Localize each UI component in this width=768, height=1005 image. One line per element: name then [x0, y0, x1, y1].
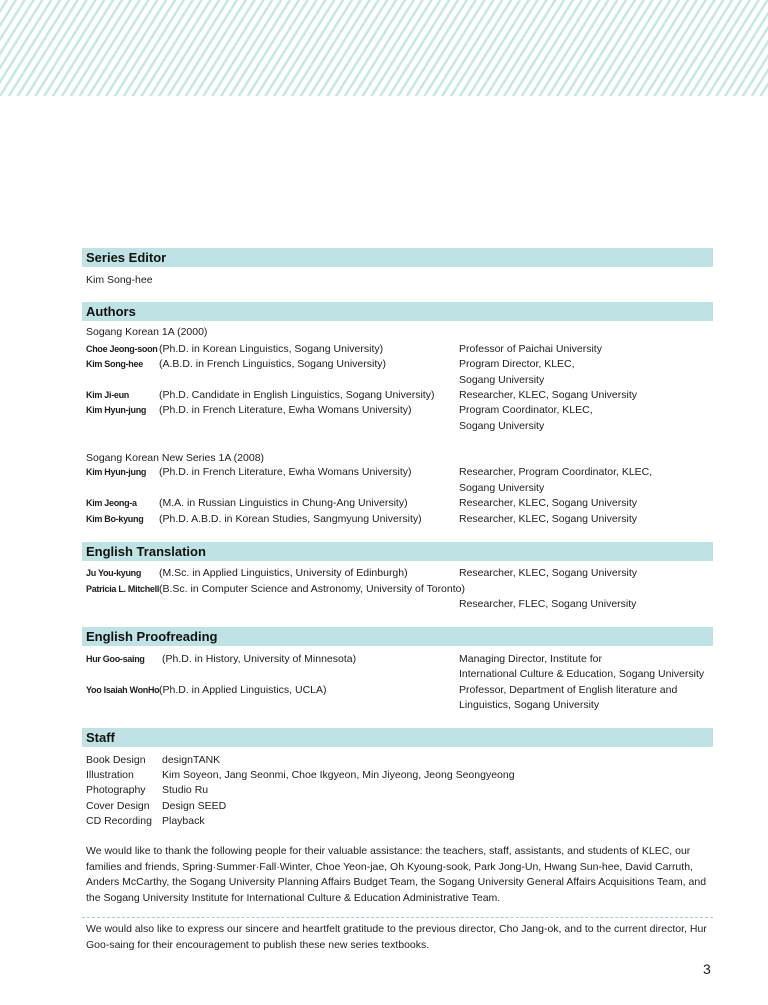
proofreader-role-cont: International Culture & Education, Sogang University [459, 668, 705, 680]
staff-value: Design SEED [162, 800, 227, 812]
translator-degree: (M.Sc. in Applied Linguistics, University of Edinburgh) [159, 567, 408, 579]
series-editor-heading: Series Editor [82, 248, 713, 267]
author-role: Professor of Paichai University [459, 343, 602, 355]
proofreader-degree: (Ph.D. in History, University of Minnesota) [162, 653, 357, 665]
author-role: Researcher, Program Coordinator, KLEC, [459, 466, 653, 478]
proofreader-name: Hur Goo-saing [86, 654, 145, 664]
author-degree: (Ph.D. A.B.D. in Korean Studies, Sangmyung University) [159, 513, 422, 525]
author-name: Kim Hyun-jung [86, 467, 147, 477]
staff-value: Playback [162, 815, 205, 827]
author-role: Program Director, KLEC, [459, 358, 575, 370]
author-role: Researcher, KLEC, Sogang University [459, 513, 638, 525]
decorative-stripe-band [0, 0, 768, 96]
dashed-divider [82, 917, 713, 918]
staff-label: CD Recording [86, 815, 152, 827]
staff-label: Cover Design [86, 800, 150, 812]
staff-label: Photography [86, 784, 146, 796]
author-degree: (Ph.D. in Korean Linguistics, Sogang University) [159, 343, 384, 355]
author-name: Kim Bo-kyung [86, 514, 144, 524]
translator-name: Ju You-kyung [86, 568, 142, 578]
translator-role: Researcher, KLEC, Sogang University [459, 567, 638, 579]
proofreader-degree: (Ph.D. in Applied Linguistics, UCLA) [159, 684, 327, 696]
authors-group2-title: Sogang Korean New Series 1A (2008) [86, 452, 265, 464]
author-degree: (Ph.D. in French Literature, Ewha Womans University) [159, 404, 412, 416]
authors-heading: Authors [82, 302, 713, 321]
author-degree: (A.B.D. in French Linguistics, Sogang University) [159, 358, 387, 370]
translator-role: Researcher, FLEC, Sogang University [459, 598, 637, 610]
translator-name: Patricia L. Mitchell [86, 584, 160, 594]
proofreader-role: Managing Director, Institute for [459, 653, 602, 665]
author-name: Kim Hyun-jung [86, 405, 147, 415]
staff-heading: Staff [82, 728, 713, 747]
author-degree: (M.A. in Russian Linguistics in Chung-Ang University) [159, 497, 408, 509]
proofreader-role-cont: Linguistics, Sogang University [459, 699, 600, 711]
translator-degree: (B.Sc. in Computer Science and Astronomy, University of Toronto) [159, 583, 465, 595]
author-name: Kim Song-hee [86, 359, 143, 369]
series-editor-name: Kim Song-hee [86, 274, 153, 286]
author-role-cont: Sogang University [459, 482, 545, 494]
translation-heading: English Translation [82, 542, 713, 561]
staff-label: Book Design [86, 754, 146, 766]
acknowledgement-paragraph: We would like to thank the following people for their valuable assistance: the teachers, staff, assistants, and students of KLEC, our families and friends, Spring·Summer·Fall·Winter, Choe Yeon-jae, Oh Kyoung-sook, Park Jong-Un, Hwang Sun-hee, David Carruth, Anders McCarthy, the Sogang University Planning Affairs Budget Team, the Sogang University General Affairs Acquisitions Team, and the Sogang University Institute for International Culture & Education Administrative Team. [86, 845, 707, 904]
author-role-cont: Sogang University [459, 420, 545, 432]
proofreader-role: Professor, Department of English literature and [459, 684, 678, 696]
proofreader-name: Yoo Isaiah WonHo [86, 685, 160, 695]
proofreading-heading: English Proofreading [82, 627, 713, 646]
author-role: Program Coordinator, KLEC, [459, 404, 593, 416]
page-number: 3 [703, 961, 711, 977]
author-degree: (Ph.D. in French Literature, Ewha Womans University) [159, 466, 412, 478]
author-name: Kim Ji-eun [86, 390, 130, 400]
staff-value: Studio Ru [162, 784, 209, 796]
staff-value: designTANK [162, 754, 221, 766]
author-role-cont: Sogang University [459, 374, 545, 386]
author-role: Researcher, KLEC, Sogang University [459, 389, 638, 401]
staff-value: Kim Soyeon, Jang Seonmi, Choe Ikgyeon, Min Jiyeong, Jeong Seongyeong [162, 769, 515, 781]
author-name: Kim Jeong-a [86, 498, 137, 508]
author-name: Choe Jeong-soon [86, 344, 158, 354]
gratitude-paragraph: We would also like to express our sincere and heartfelt gratitude to the previous director, Cho Jang-ok, and to the current director, Hur Goo-saing for their encouragement to publish these new series textbooks. [86, 923, 707, 951]
author-degree: (Ph.D. Candidate in English Linguistics, Sogang University) [159, 389, 435, 401]
author-role: Researcher, KLEC, Sogang University [459, 497, 638, 509]
authors-group1-title: Sogang Korean 1A (2000) [86, 326, 208, 338]
staff-label: Illustration [86, 769, 134, 781]
